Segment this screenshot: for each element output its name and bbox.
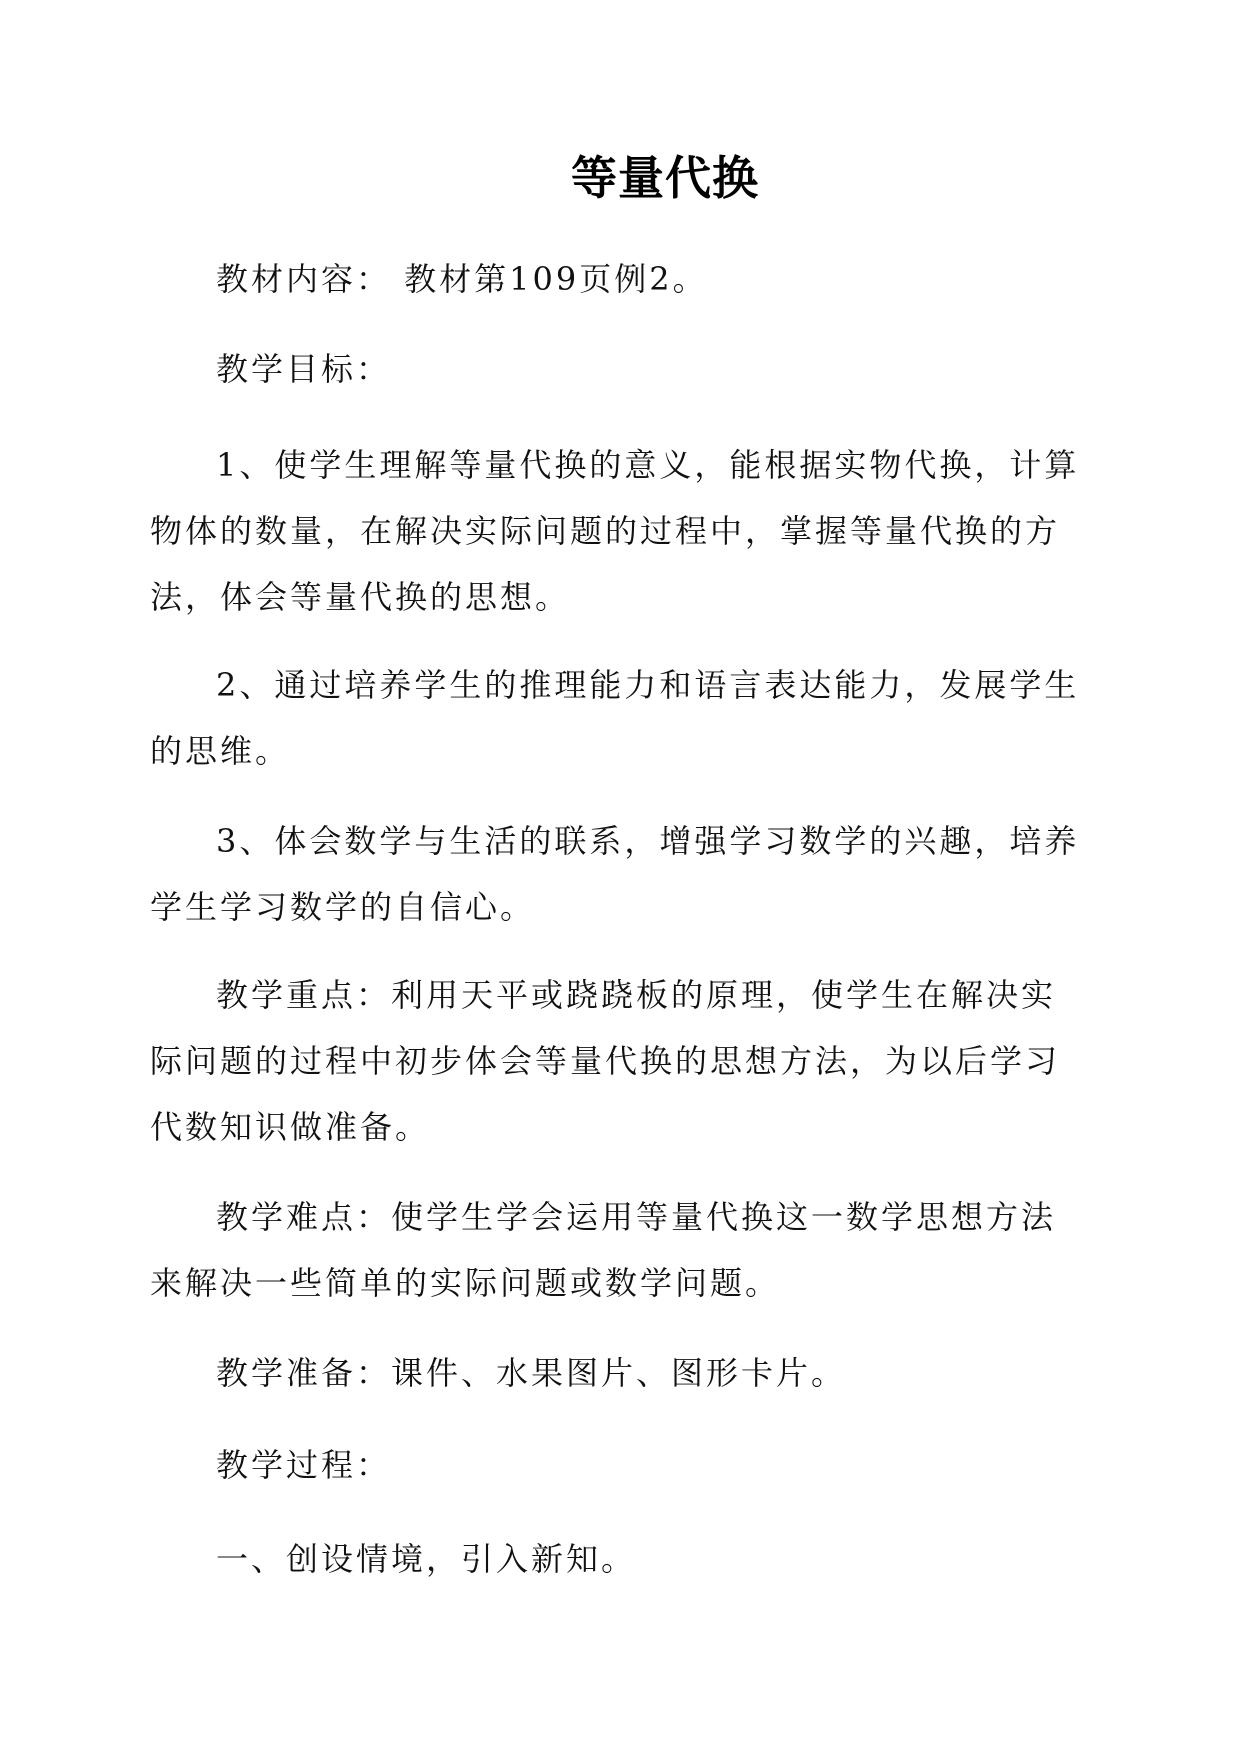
teaching-goal-heading: 教学目标： (216, 350, 392, 388)
teaching-goal-1: 1、使学生理解等量代换的意义，能根据实物代换，计算物体的数量，在解决实际问题的过程中，掌握等量代换的方法，体会等量代换的思想。 (150, 446, 1080, 616)
document-title: 等量代换 (571, 151, 759, 205)
teaching-preparation: 教学准备：课件、水果图片、图形卡片。 (216, 1354, 847, 1392)
teaching-process-heading: 教学过程： (216, 1446, 392, 1484)
teaching-goal-2: 2、通过培养学生的推理能力和语言表达能力，发展学生的思维。 (150, 666, 1080, 770)
teaching-difficulty: 教学难点：使学生学会运用等量代换这一数学思想方法来解决一些简单的实际问题或数学问题。 (150, 1198, 1057, 1302)
teaching-goal-3: 3、体会数学与生活的联系，增强学习数学的兴趣，培养学生学习数学的自信心。 (150, 822, 1080, 926)
teaching-material-paragraph: 教材内容： 教材第109页例2。 (216, 260, 708, 298)
process-step-1: 一、创设情境，引入新知。 (216, 1540, 637, 1578)
teaching-key-point: 教学重点：利用天平或跷跷板的原理，使学生在解决实际问题的过程中初步体会等量代换的思想方法，为以后学习代数知识做准备。 (150, 976, 1061, 1146)
